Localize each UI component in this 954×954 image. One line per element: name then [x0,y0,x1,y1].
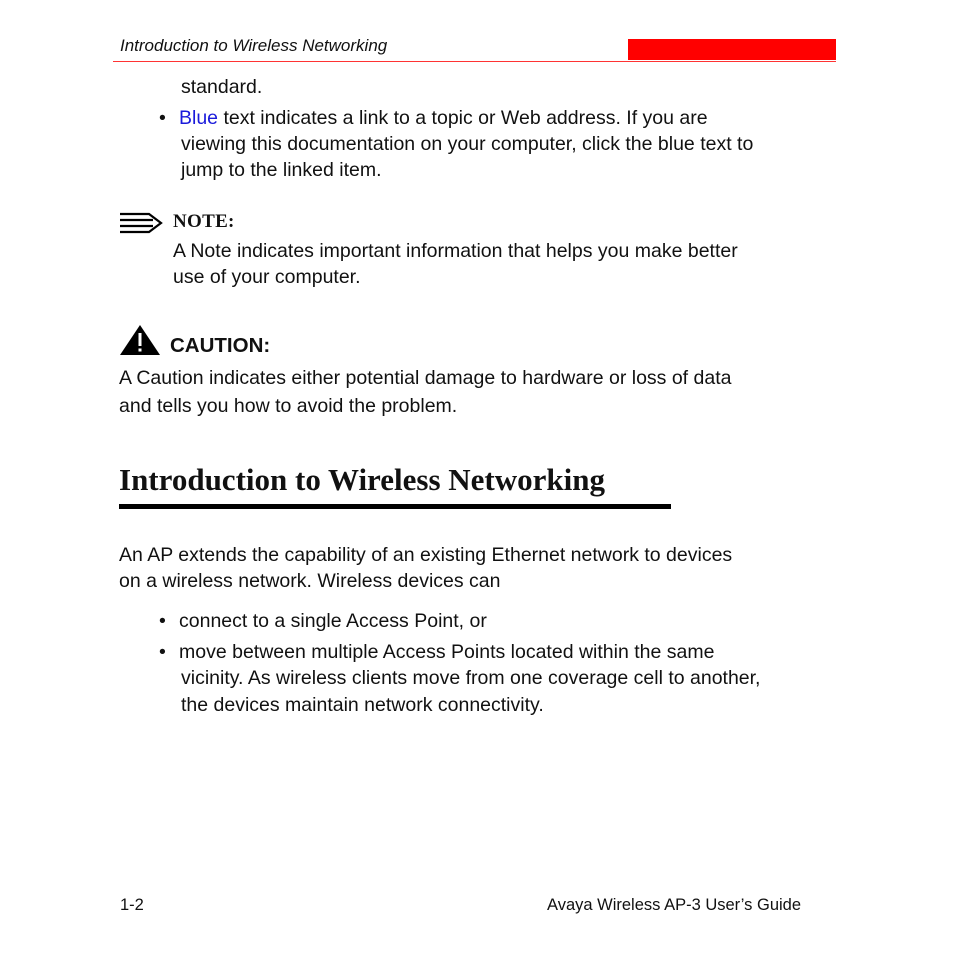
bullet-marker: • [159,107,166,129]
list-item: connect to a single Access Point, or [179,610,487,632]
note-text-line1: A Note indicates important information that helps you make better [173,240,738,262]
bullet-marker: • [159,610,166,632]
list-item-continuation: the devices maintain network connectivity. [181,694,544,716]
bullet-blue-line1-rest: text indicates a link to a topic or Web address. If you are [218,107,708,129]
heading-underline [119,504,671,509]
header-accent-bar [628,39,836,60]
caution-label: CAUTION: [170,334,271,357]
caution-text-line2: and tells you how to avoid the problem. [119,395,458,417]
note-label: NOTE: [173,211,235,232]
continuation-text: standard. [181,76,263,98]
footer-page-number: 1-2 [120,896,144,914]
footer-doc-title: Avaya Wireless AP-3 User’s Guide [547,896,802,914]
bullet-marker: • [159,641,166,663]
list-item-continuation: vicinity. As wireless clients move from one coverage cell to another, [181,667,761,689]
section-heading: Introduction to Wireless Networking [119,462,605,497]
warning-triangle-icon [119,324,161,356]
bullet-blue-line3: jump to the linked item. [181,159,382,181]
running-header-title: Introduction to Wireless Networking [120,36,388,55]
bullet-blue-line1 [179,105,708,131]
blue-link-sample[interactable]: Blue [179,107,219,129]
header-rule [113,61,836,62]
section-paragraph-line2: on a wireless network. Wireless devices can [119,570,501,592]
note-arrow-icon [117,210,165,236]
section-paragraph-line1: An AP extends the capability of an existing Ethernet network to devices [119,544,733,566]
caution-text-line1: A Caution indicates either potential damage to hardware or loss of data [119,367,732,389]
list-item: move between multiple Access Points located within the same [179,641,715,663]
note-text-line2: use of your computer. [173,266,361,288]
bullet-blue-line2: viewing this documentation on your computer, click the blue text to [181,133,754,155]
